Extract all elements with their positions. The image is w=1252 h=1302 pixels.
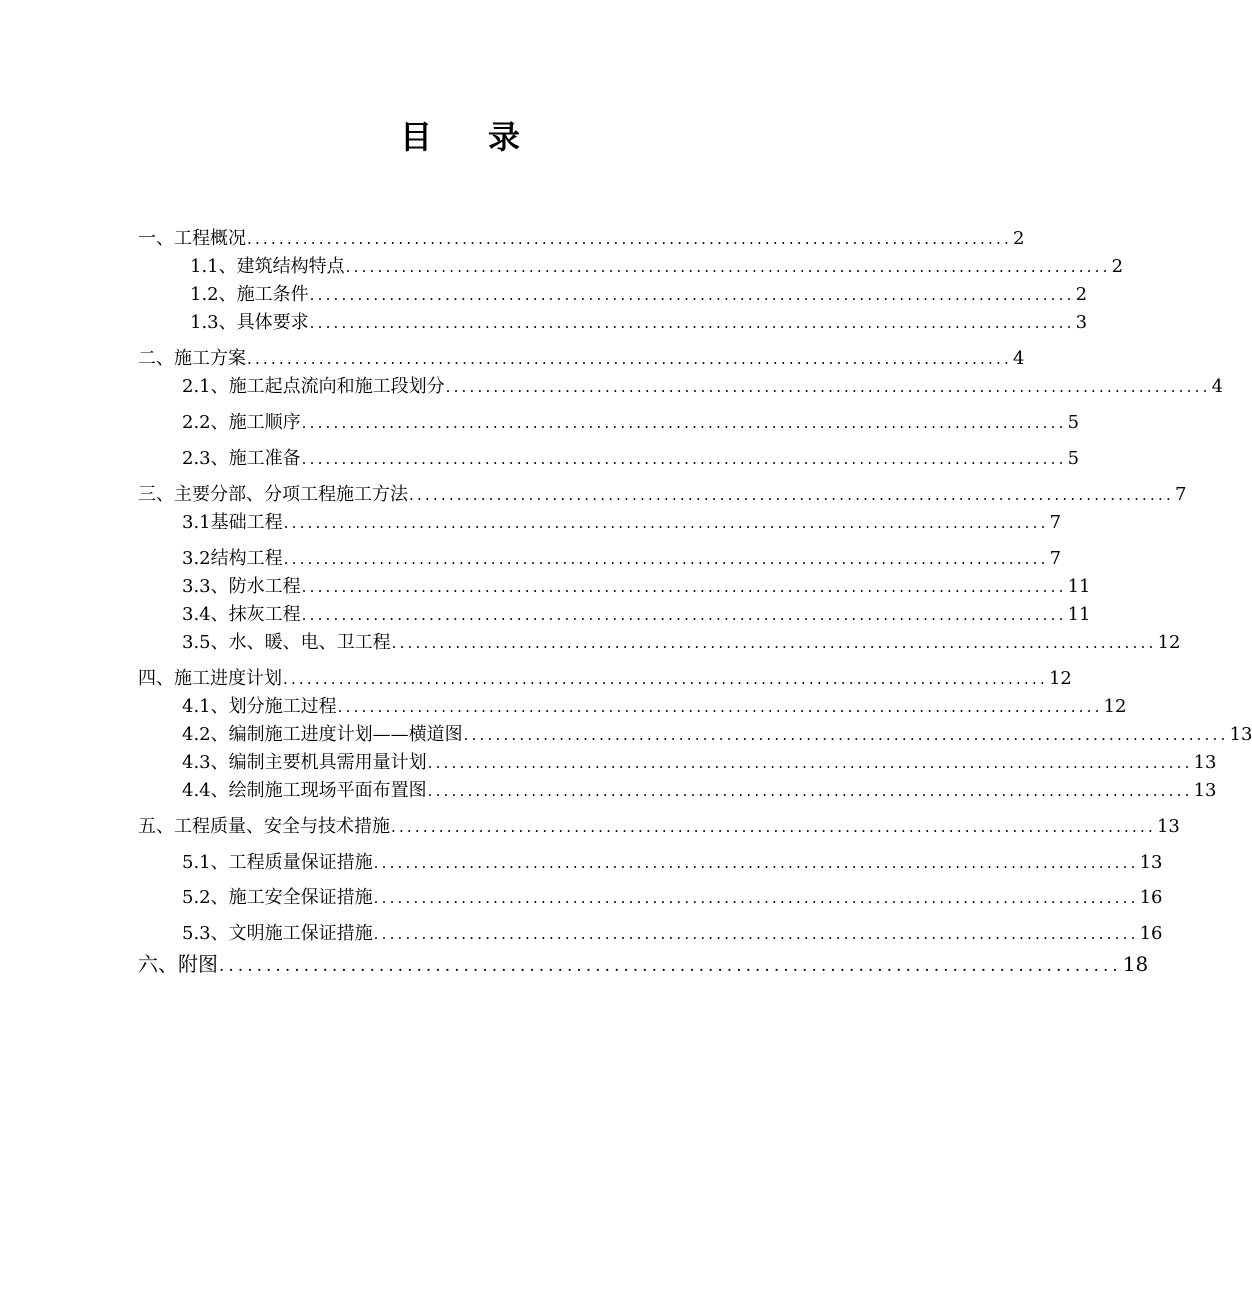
leader-dots: ................................................................................................ xyxy=(445,378,1211,396)
toc-entry-label: 4.2、编制施工进度计划——横道图 xyxy=(182,724,463,745)
toc-entry-label: 二、施工方案 xyxy=(138,348,246,369)
toc-entry[interactable] xyxy=(182,574,1091,600)
leader-dots: ................................................................................................ xyxy=(463,726,1229,744)
leader-dots: ................................................................................................ xyxy=(391,818,1156,836)
toc-entry[interactable] xyxy=(138,226,1025,252)
leader-dots: ................................................................................................ xyxy=(309,314,1075,332)
toc-entry[interactable] xyxy=(182,921,1163,947)
toc-entry-page: 3 xyxy=(1075,312,1088,333)
leader-dots: ................................................................................................ xyxy=(391,634,1157,652)
leader-dots: ................................................................................................ xyxy=(247,350,1012,368)
toc-entry-label: 3.3、防水工程 xyxy=(182,576,301,597)
toc-entry-page: 7 xyxy=(1049,548,1062,569)
toc-entry-page: 5 xyxy=(1067,412,1080,433)
leader-dots: ................................................................................................ xyxy=(283,514,1049,532)
toc-entry-label: 3.5、水、暖、电、卫工程 xyxy=(182,632,391,653)
toc-entry-page: 16 xyxy=(1139,887,1163,908)
toc-entry-label: 5.3、文明施工保证措施 xyxy=(182,923,373,944)
toc-entry-label: 四、施工进度计划 xyxy=(138,668,282,689)
toc-entry-page: 16 xyxy=(1139,923,1163,944)
toc-entry[interactable] xyxy=(138,346,1025,372)
toc-entry-label: 4.1、划分施工过程 xyxy=(182,696,337,717)
toc-entry-page: 7 xyxy=(1049,512,1062,533)
toc-entry-page: 2 xyxy=(1075,284,1088,305)
leader-dots: ................................................................................................ xyxy=(345,258,1111,276)
toc-entry[interactable] xyxy=(182,546,1062,572)
toc-entry[interactable] xyxy=(190,310,1088,336)
toc-entry-page: 7 xyxy=(1174,484,1187,505)
toc-entry[interactable] xyxy=(138,482,1187,508)
leader-dots: ................................................................................................ xyxy=(301,414,1067,432)
leader-dots: ................................................................................................ xyxy=(373,854,1139,872)
toc-entry-page: 13 xyxy=(1139,852,1163,873)
toc-entry-page: 13 xyxy=(1229,724,1252,745)
toc-entry-page: 13 xyxy=(1193,780,1217,801)
toc-entry-label: 2.3、施工准备 xyxy=(182,448,301,469)
leader-dots: ................................................................................................ xyxy=(337,698,1103,716)
toc-entry[interactable] xyxy=(182,850,1163,876)
title-char-1: 目 xyxy=(399,118,432,156)
leader-dots: ................................................................................................ xyxy=(283,670,1048,688)
leader-dots: ................................................................................................ xyxy=(301,450,1067,468)
leader-dots: ................................................................................................ xyxy=(309,286,1075,304)
toc-entry[interactable] xyxy=(182,750,1217,776)
toc-entry-label: 五、工程质量、安全与技术措施 xyxy=(138,816,390,837)
toc-entry[interactable] xyxy=(182,374,1224,400)
leader-dots: ................................................................................................ xyxy=(373,925,1139,943)
toc-entry[interactable] xyxy=(182,630,1181,656)
toc-entry-page: 18 xyxy=(1122,952,1149,976)
toc-entry-label: 六、附图 xyxy=(138,952,218,976)
toc-entry-page: 13 xyxy=(1156,816,1180,837)
toc-entry[interactable] xyxy=(138,951,1149,977)
toc-entry-label: 一、工程概况 xyxy=(138,228,246,249)
toc-entry-label: 1.3、具体要求 xyxy=(190,312,309,333)
leader-dots: ................................................................................................ xyxy=(283,550,1049,568)
leader-dots: ................................................................................................ xyxy=(301,578,1067,596)
title-char-2: 录 xyxy=(488,118,521,156)
toc-entry-page: 11 xyxy=(1067,604,1091,625)
toc-entry[interactable] xyxy=(182,885,1163,911)
toc-entry[interactable] xyxy=(182,778,1217,804)
leader-dots: ................................................................................................ xyxy=(427,754,1193,772)
toc-entry-label: 5.1、工程质量保证措施 xyxy=(182,852,373,873)
toc-entry[interactable] xyxy=(138,666,1072,692)
toc-entry[interactable] xyxy=(190,282,1088,308)
toc-entry-page: 2 xyxy=(1012,228,1025,249)
toc-entry[interactable] xyxy=(190,254,1124,280)
leader-dots: ................................................................................................ xyxy=(301,606,1067,624)
toc-entry-page: 2 xyxy=(1111,256,1124,277)
toc-entry-label: 1.2、施工条件 xyxy=(190,284,309,305)
toc-entry[interactable] xyxy=(182,510,1062,536)
toc-entry[interactable] xyxy=(182,602,1091,628)
toc-entry-label: 4.3、编制主要机具需用量计划 xyxy=(182,752,427,773)
leader-dots: ................................................................................................ xyxy=(427,782,1193,800)
toc-entry-label: 三、主要分部、分项工程施工方法 xyxy=(138,484,408,505)
toc-entry-label: 5.2、施工安全保证措施 xyxy=(182,887,373,908)
leader-dots: ................................................................................................ xyxy=(373,889,1139,907)
leader-dots: ................................................................................................ xyxy=(219,956,1122,976)
toc-entry-label: 1.1、建筑结构特点 xyxy=(190,256,345,277)
toc-entry-label: 2.1、施工起点流向和施工段划分 xyxy=(182,376,445,397)
toc-entry-page: 12 xyxy=(1048,668,1072,689)
leader-dots: ................................................................................................ xyxy=(247,230,1012,248)
toc-entry-label: 3.2结构工程 xyxy=(182,548,283,569)
toc-entry[interactable] xyxy=(182,694,1127,720)
leader-dots: ................................................................................................ xyxy=(409,486,1174,504)
toc-entry[interactable] xyxy=(182,722,1252,748)
toc-entry-page: 4 xyxy=(1012,348,1025,369)
toc-entry-page: 12 xyxy=(1157,632,1181,653)
toc-entry-page: 12 xyxy=(1103,696,1127,717)
toc-entry-label: 4.4、绘制施工现场平面布置图 xyxy=(182,780,427,801)
toc-entry[interactable] xyxy=(182,410,1080,436)
toc-entry-page: 4 xyxy=(1211,376,1224,397)
toc-entry[interactable] xyxy=(138,814,1180,840)
toc-entry-label: 3.1基础工程 xyxy=(182,512,283,533)
toc-entry-page: 11 xyxy=(1067,576,1091,597)
toc-entry-page: 5 xyxy=(1067,448,1080,469)
toc-entry[interactable] xyxy=(182,446,1080,472)
toc-entry-label: 3.4、抹灰工程 xyxy=(182,604,301,625)
toc-entry-label: 2.2、施工顺序 xyxy=(182,412,301,433)
toc-entry-page: 13 xyxy=(1193,752,1217,773)
